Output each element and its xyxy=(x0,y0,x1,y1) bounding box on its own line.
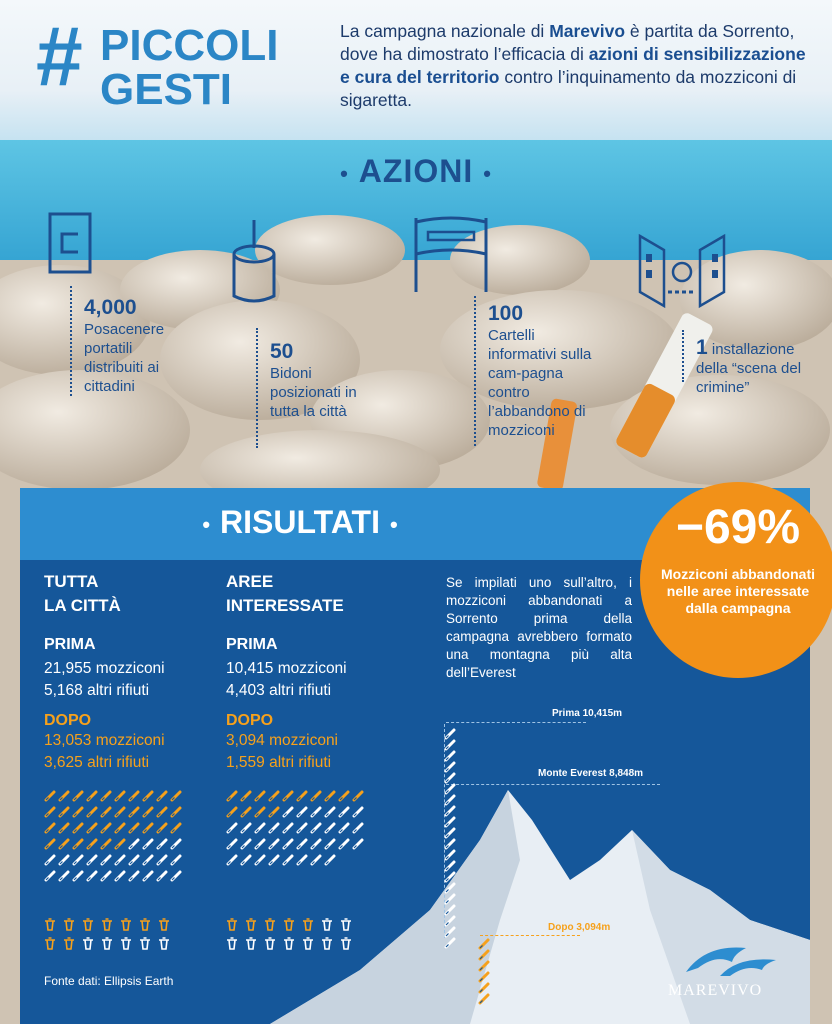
bin-icon-after xyxy=(63,937,75,950)
butt-icon-after xyxy=(170,790,182,802)
dopo-height-label: Dopo 3,094m xyxy=(548,922,611,933)
butt-icon-removed xyxy=(170,838,182,850)
azione-2-text: Bidoni posizionati in tutta la città xyxy=(270,365,357,420)
butt-icon-removed xyxy=(86,854,98,866)
bin-icon-removed xyxy=(340,918,352,931)
butt-icon-removed xyxy=(86,870,98,882)
butt-icon-after xyxy=(44,806,56,818)
butt-icon-removed xyxy=(268,854,280,866)
butt-icon-after xyxy=(44,790,56,802)
column-title-line2: INTERESSATE xyxy=(226,596,344,615)
bin-icon-after xyxy=(44,937,56,950)
aree-bin-grid xyxy=(226,918,359,950)
butt-icon-after xyxy=(128,806,140,818)
bin-icon-after xyxy=(82,918,94,931)
butt-icon-removed xyxy=(310,822,322,834)
butt-icon-removed xyxy=(296,838,308,850)
butt-icon-removed xyxy=(352,838,364,850)
butt-icon-after xyxy=(86,822,98,834)
butt-icon-removed xyxy=(226,822,238,834)
butt-icon-removed xyxy=(128,870,140,882)
butt-icon-after xyxy=(226,790,238,802)
azione-item-4 xyxy=(696,338,822,397)
dopo-butt-stack xyxy=(478,938,492,1004)
butt-icon-after xyxy=(338,790,350,802)
dopo-rifiuti: 3,625 altri rifiuti xyxy=(44,754,150,771)
butt-icon-removed xyxy=(240,838,252,850)
butt-icon-removed xyxy=(324,854,336,866)
butt-icon-removed xyxy=(338,838,350,850)
butt-icon-after xyxy=(142,790,154,802)
butt-icon-removed xyxy=(100,870,112,882)
bin-icon-removed xyxy=(158,937,170,950)
dopo-guide-line xyxy=(480,935,580,937)
azione-item-2 xyxy=(270,340,370,421)
butt-icon-after xyxy=(282,790,294,802)
bin-icon-removed xyxy=(82,937,94,950)
reduction-caption: Mozziconi abbandonati nelle aree interessate dalla campagna xyxy=(661,566,815,616)
butt-icon-after xyxy=(240,806,252,818)
bin-icon-removed xyxy=(245,937,257,950)
butt-icon-after xyxy=(86,838,98,850)
azione-1-text: Posacenere portatili distribuiti ai cittadini xyxy=(84,321,165,395)
butt-icon-after xyxy=(100,806,112,818)
bin-icon-removed xyxy=(321,937,333,950)
dopo-mozziconi: 3,094 mozziconi xyxy=(226,732,339,749)
data-source: Fonte dati: Ellipsis Earth xyxy=(44,974,174,988)
citta-bin-grid xyxy=(44,918,177,950)
prima-height-label: Prima 10,415m xyxy=(552,708,623,719)
bin-icon-after xyxy=(139,918,151,931)
bin-icon-removed xyxy=(101,937,113,950)
butt-icon-after xyxy=(156,806,168,818)
butt-icon-removed xyxy=(142,854,154,866)
intro-highlight: azioni di sensibilizzazione e cura del territorio xyxy=(340,44,806,87)
bin-icon-removed xyxy=(139,937,151,950)
butt-icon-removed xyxy=(338,822,350,834)
reduction-percent: −69% xyxy=(675,501,801,554)
bin-icon xyxy=(230,218,278,304)
azioni-heading: • AZIONI • xyxy=(340,153,492,189)
everest-guide-line xyxy=(446,784,660,786)
bin-icon-removed xyxy=(226,937,238,950)
butt-icon-after xyxy=(240,790,252,802)
butt-icon-removed xyxy=(268,822,280,834)
crime-scene-icon xyxy=(636,232,728,312)
bin-icon-after xyxy=(264,918,276,931)
prima-label: PRIMA xyxy=(226,636,278,653)
butt-icon-removed xyxy=(324,838,336,850)
bin-icon-removed xyxy=(340,937,352,950)
dolphin-logo-icon xyxy=(676,938,796,982)
butt-icon-after xyxy=(268,790,280,802)
butt-icon-after xyxy=(296,790,308,802)
butt-icon-removed xyxy=(282,854,294,866)
butt-icon-removed xyxy=(310,854,322,866)
butt-icon-removed xyxy=(240,822,252,834)
butt-icon-after xyxy=(128,790,140,802)
butt-icon-removed xyxy=(254,838,266,850)
butt-icon-removed xyxy=(58,870,70,882)
azione-3-text: Cartelli informativi sulla cam-pagna contro l’abbandono di mozziconi xyxy=(488,327,592,439)
prima-mozziconi: 10,415 mozziconi xyxy=(226,660,347,677)
bin-icon-after xyxy=(283,918,295,931)
marevivo-logo-text: MAREVIVO xyxy=(668,982,763,999)
stack-butt-icon-after xyxy=(478,993,490,1005)
butt-icon-after xyxy=(100,838,112,850)
butt-icon-after xyxy=(156,822,168,834)
butt-icon-after xyxy=(72,806,84,818)
prima-mozziconi: 21,955 mozziconi xyxy=(44,660,165,677)
column-title-line1: TUTTA xyxy=(44,572,99,591)
prima-butt-stack xyxy=(444,728,458,948)
butt-icon-removed xyxy=(170,870,182,882)
butt-icon-after xyxy=(86,790,98,802)
butt-icon-removed xyxy=(296,806,308,818)
butt-icon-removed xyxy=(72,870,84,882)
butt-icon-removed xyxy=(100,854,112,866)
hashtag-symbol: # xyxy=(36,9,83,103)
butt-icon-removed xyxy=(72,854,84,866)
butt-icon-removed xyxy=(268,838,280,850)
butt-icon-removed xyxy=(324,806,336,818)
azione-2-number: 50 xyxy=(270,340,294,363)
butt-icon-after xyxy=(156,790,168,802)
butt-icon-removed xyxy=(128,838,140,850)
bin-icon-after xyxy=(226,918,238,931)
azione-3-number: 100 xyxy=(488,302,524,325)
butt-icon-after xyxy=(100,790,112,802)
bin-icon-after xyxy=(120,918,132,931)
prima-guide-line xyxy=(446,722,586,724)
butt-icon-removed xyxy=(156,870,168,882)
bin-icon-after xyxy=(245,918,257,931)
butt-icon-after xyxy=(100,822,112,834)
butt-icon-removed xyxy=(156,838,168,850)
butt-icon-removed xyxy=(226,838,238,850)
butt-icon-removed xyxy=(170,854,182,866)
butt-icon-after xyxy=(114,790,126,802)
butt-icon-after xyxy=(142,806,154,818)
dopo-rifiuti: 1,559 altri rifiuti xyxy=(226,754,332,771)
butt-icon-removed xyxy=(226,854,238,866)
butt-icon-after xyxy=(352,790,364,802)
butt-icon-after xyxy=(324,790,336,802)
brand-name: Marevivo xyxy=(549,21,626,41)
page-title-line1: PICCOLI xyxy=(100,21,279,70)
butt-icon-after xyxy=(142,822,154,834)
bin-icon-removed xyxy=(264,937,276,950)
aree-butt-grid xyxy=(226,790,366,866)
butt-icon-after xyxy=(72,822,84,834)
butt-icon-after xyxy=(86,806,98,818)
prima-rifiuti: 5,168 altri rifiuti xyxy=(44,682,150,699)
bin-icon-removed xyxy=(283,937,295,950)
butt-icon-removed xyxy=(142,838,154,850)
butt-icon-removed xyxy=(240,854,252,866)
butt-icon-removed xyxy=(352,822,364,834)
intro-paragraph: La campagna nazionale di Marevivo è partita da Sorrento, dove ha dimostrato l’efficacia di azioni di sensibilizzazione e cura del territorio contro l’inquinamento da mozziconi di sigaretta. xyxy=(340,21,806,110)
stack-comparison-text: Se impilati uno sull’altro, i mozziconi abbandonati a Sorrento prima della campagna avrebbero formato una montagna più alta dell’Everest xyxy=(446,575,632,680)
butt-icon-removed xyxy=(44,870,56,882)
butt-icon-after xyxy=(44,838,56,850)
bin-icon-after xyxy=(101,918,113,931)
risultati-heading: • RISULTATI • xyxy=(202,504,398,540)
butt-icon-after xyxy=(254,806,266,818)
column-title-line1: AREE xyxy=(226,572,274,591)
butt-icon-after xyxy=(310,790,322,802)
butt-icon-after xyxy=(58,806,70,818)
bin-icon-removed xyxy=(302,937,314,950)
butt-icon-removed xyxy=(44,854,56,866)
butt-icon-removed xyxy=(324,822,336,834)
butt-icon-after xyxy=(72,838,84,850)
butt-icon-removed xyxy=(282,806,294,818)
butt-icon-removed xyxy=(156,854,168,866)
azioni-divider-2 xyxy=(256,328,260,448)
azioni-divider-4 xyxy=(682,330,686,382)
bin-icon-after xyxy=(158,918,170,931)
azioni-divider-1 xyxy=(70,286,74,396)
butt-icon-after xyxy=(72,790,84,802)
butt-icon-removed xyxy=(296,822,308,834)
butt-icon-removed xyxy=(114,870,126,882)
results-column-citta xyxy=(44,570,214,774)
azioni-divider-3 xyxy=(474,296,478,446)
butt-icon-after xyxy=(226,806,238,818)
butt-icon-after xyxy=(128,822,140,834)
azione-item-1 xyxy=(84,296,194,396)
butt-icon-after xyxy=(114,806,126,818)
azione-4-number: 1 xyxy=(696,336,708,359)
butt-icon-removed xyxy=(142,870,154,882)
butt-icon-after xyxy=(170,822,182,834)
butt-icon-removed xyxy=(254,854,266,866)
butt-icon-removed xyxy=(282,822,294,834)
prima-rifiuti: 4,403 altri rifiuti xyxy=(226,682,332,699)
butt-icon-after xyxy=(114,838,126,850)
butt-icon-removed xyxy=(352,806,364,818)
bin-icon-removed xyxy=(321,918,333,931)
dopo-mozziconi: 13,053 mozziconi xyxy=(44,732,165,749)
everest-height-label: Monte Everest 8,848m xyxy=(538,768,644,779)
butt-icon-after xyxy=(58,822,70,834)
stack-butt-icon xyxy=(444,937,456,949)
dopo-label: DOPO xyxy=(226,712,274,729)
butt-icon-removed xyxy=(282,838,294,850)
column-title-line2: LA CITTÀ xyxy=(44,596,121,615)
butt-icon-removed xyxy=(296,854,308,866)
pocket-ashtray-icon xyxy=(48,212,92,274)
butt-icon-after xyxy=(254,790,266,802)
dopo-label: DOPO xyxy=(44,712,92,729)
butt-icon-after xyxy=(114,822,126,834)
butt-icon-removed xyxy=(58,854,70,866)
butt-icon-removed xyxy=(114,854,126,866)
bin-icon-after xyxy=(302,918,314,931)
butt-icon-removed xyxy=(254,822,266,834)
butt-icon-after xyxy=(58,838,70,850)
page-title-line2: GESTI xyxy=(100,65,233,114)
butt-icon-after xyxy=(170,806,182,818)
butt-icon-after xyxy=(44,822,56,834)
sign-icon xyxy=(410,214,492,294)
azione-item-3 xyxy=(488,302,598,440)
butt-icon-after xyxy=(58,790,70,802)
butt-icon-removed xyxy=(310,806,322,818)
butt-icon-removed xyxy=(310,838,322,850)
bin-icon-removed xyxy=(120,937,132,950)
butt-icon-removed xyxy=(338,806,350,818)
bin-icon-after xyxy=(44,918,56,931)
citta-butt-grid xyxy=(44,790,184,882)
results-column-aree xyxy=(226,570,416,774)
azione-1-number: 4,000 xyxy=(84,296,137,319)
azione-4-text: installazione della “scena del crimine” xyxy=(696,341,802,396)
butt-icon-after xyxy=(268,806,280,818)
bin-icon-after xyxy=(63,918,75,931)
butt-icon-removed xyxy=(128,854,140,866)
prima-label: PRIMA xyxy=(44,636,96,653)
